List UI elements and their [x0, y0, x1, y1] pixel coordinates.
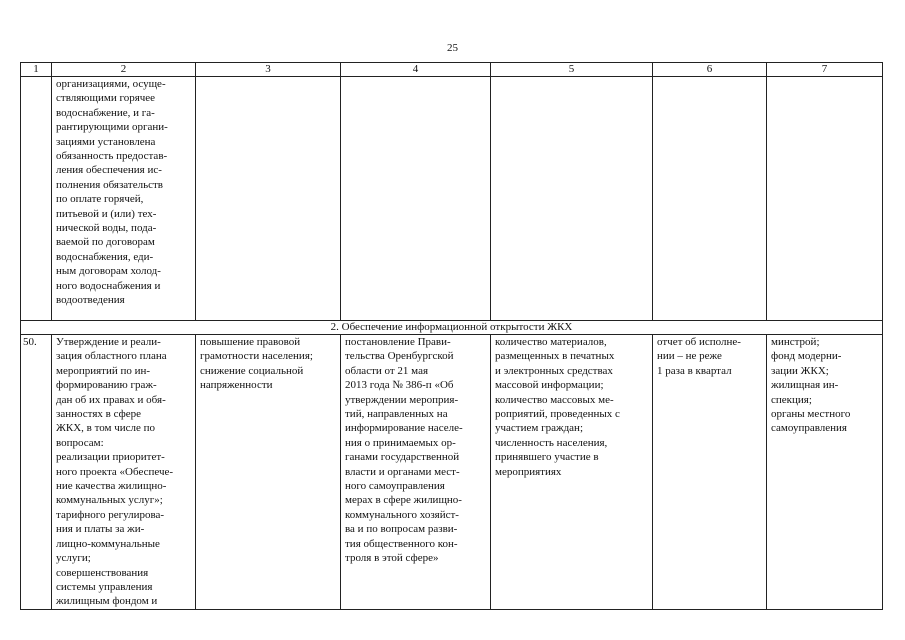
cont-cell-number	[21, 77, 52, 321]
table-row-continuation	[21, 77, 883, 321]
row50-cell-goal: повышение правовой грамотности населения; снижение социальной напряженности	[196, 335, 341, 610]
row50-cell-basis: постановление Прави- тельства Оренбургской области от 21 мая 2013 года № 386-п «Об утверждении мероприя- тий, направленных на информирование населе- ния о принимаемых ор- ганами государственной власти и органами мест- ного самоуправления мерах в сфере жилищно- коммунального хозяйст- ва и по вопросам разви- тия общественного кон- троля в этой сфере»	[341, 335, 491, 610]
document-table	[20, 62, 883, 610]
header-cell-3: 3	[196, 63, 341, 77]
table-header-row	[21, 63, 883, 77]
header-cell-5: 5	[491, 63, 653, 77]
header-cell-2: 2	[52, 63, 196, 77]
section-title: 2. Обеспечение информационной открытости ЖКХ	[21, 321, 883, 335]
row50-cell-responsible: минстрой; фонд модерни- зации ЖКХ; жилищная ин- спекция; органы местного самоуправления	[767, 335, 883, 610]
row50-cell-activity: Утверждение и реали- зация областного плана мероприятий по ин- формированию граж- дан об их правах и обя- занностях в сфере ЖКХ, в том числе по вопросам: реализации приоритет- ного проекта «Обеспече- ние качества жилищно- коммунальных услуг»; тарифного регулирова- ния и платы за жи- лищно-коммунальные услуги; совершенствования системы управления жилищным фондом и	[52, 335, 196, 610]
header-cell-6: 6	[653, 63, 767, 77]
header-cell-7: 7	[767, 63, 883, 77]
page-number: 25	[447, 42, 458, 54]
table-row-50	[21, 335, 883, 610]
cont-cell-goal	[196, 77, 341, 321]
row50-cell-number: 50.	[21, 335, 52, 610]
header-cell-1: 1	[21, 63, 52, 77]
cont-cell-basis	[341, 77, 491, 321]
cont-cell-responsible	[767, 77, 883, 321]
row50-cell-deadline: отчет об исполне- нии – не реже 1 раза в квартал	[653, 335, 767, 610]
cont-cell-indicator	[491, 77, 653, 321]
cont-cell-deadline	[653, 77, 767, 321]
row50-cell-indicator: количество материалов, размещенных в печатных и электронных средствах массовой информации; количество массовых ме- роприятий, проведенных с участием граждан; численность населения, принявшего участие в мероприятиях	[491, 335, 653, 610]
cont-cell-activity: организациями, осуще- ствляющими горячее водоснабжение, и га- рантирующими органи- зациями установлена обязанность предостав- ления обеспечения ис- полнения обязательств по оплате горячей, питьевой и (или) тех- нической воды, пода- ваемой по договорам водоснабжения, еди- ным договорам холод- ного водоснабжения и водоотведения	[52, 77, 196, 321]
header-cell-4: 4	[341, 63, 491, 77]
section-heading-row	[21, 321, 883, 335]
